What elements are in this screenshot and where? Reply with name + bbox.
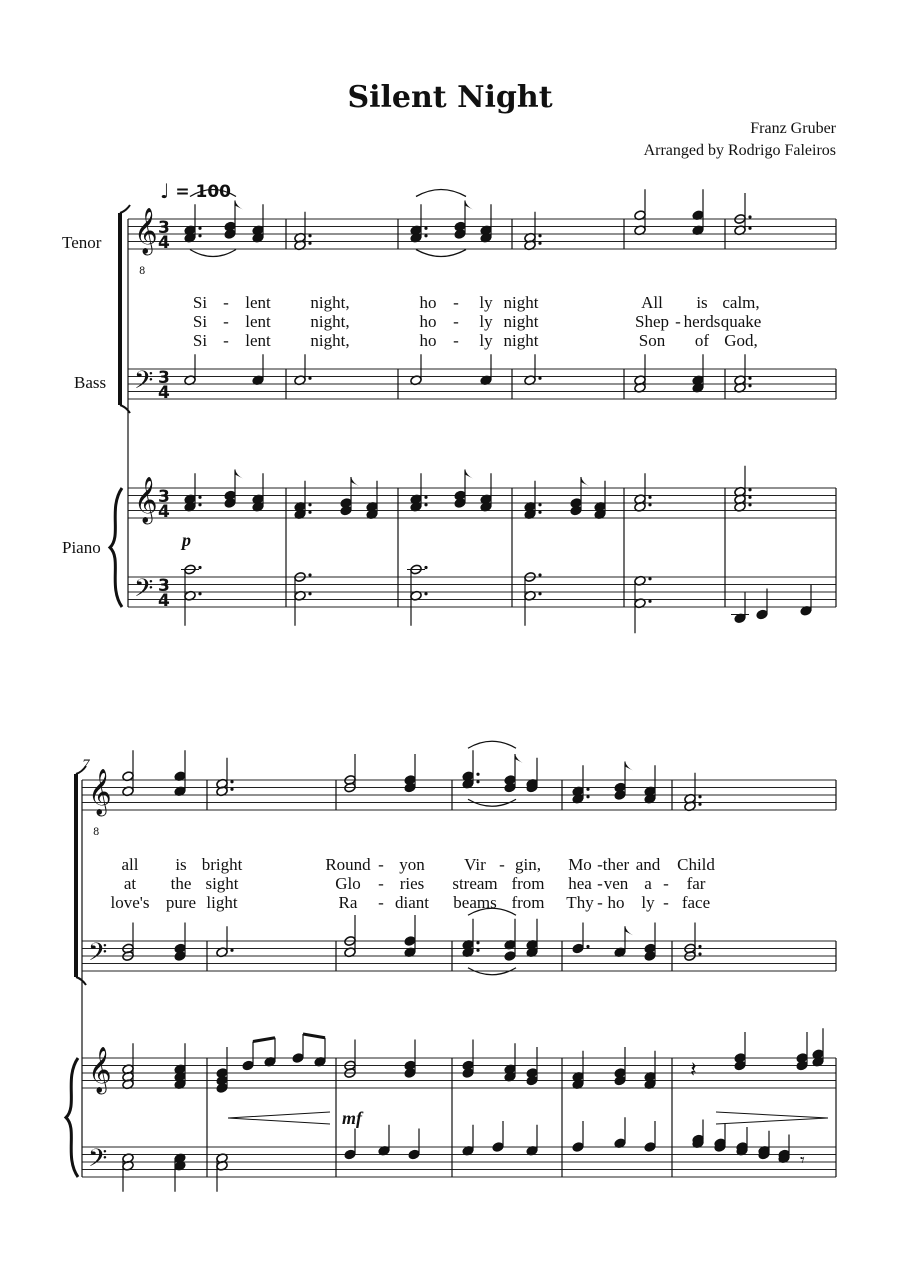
lyric-hyphen: - <box>223 331 229 350</box>
notehead <box>242 1060 254 1071</box>
bass-clef-icon: 𝄢 <box>134 574 154 609</box>
augmentation-dot <box>308 234 311 237</box>
augmentation-dot <box>698 952 701 955</box>
notehead <box>796 1060 808 1071</box>
augmentation-dot <box>424 496 427 499</box>
notehead <box>224 498 236 509</box>
augmentation-dot <box>230 788 233 791</box>
augmentation-dot <box>586 795 589 798</box>
notehead <box>340 505 352 516</box>
lyric-s1-v2-syllable: ly <box>479 312 493 331</box>
augmentation-dot <box>198 592 201 595</box>
lyric-s2-v3-syllable: light <box>206 893 238 912</box>
notehead <box>614 1075 626 1086</box>
lyric-s1-v3-syllable: Si <box>192 331 208 350</box>
lyric-s2-v1-syllable: Vir <box>464 855 486 874</box>
notehead <box>404 1068 416 1079</box>
lyric-s2-v1-syllable: Child <box>677 855 715 874</box>
dynamic-mezzo-forte: mf <box>342 1108 362 1128</box>
augmentation-dot <box>230 780 233 783</box>
bass-clef-icon: 𝄢 <box>88 938 108 973</box>
lyric-s1-v1-syllable: Si <box>192 293 208 312</box>
lyric-s1-v1-syllable: calm, <box>722 293 760 312</box>
quarter-rest-icon: 𝄽 <box>690 1058 697 1083</box>
notehead <box>504 782 516 793</box>
lyric-hyphen: - <box>378 874 384 893</box>
lyric-s2-v1-syllable: yon <box>399 855 425 874</box>
augmentation-dot <box>308 592 311 595</box>
lyric-hyphen: - <box>378 855 384 874</box>
lyric-s1-v2-syllable: Shep <box>635 312 669 331</box>
augmentation-dot <box>476 949 479 952</box>
lyric-s2-v3-syllable: beams <box>453 893 497 912</box>
lyric-s2-v1-syllable: Mo <box>568 855 592 874</box>
augmentation-dot <box>748 496 751 499</box>
lyric-hyphen: - <box>453 293 459 312</box>
lyric-hyphen: - <box>675 312 681 331</box>
time-signature-bottom: 4 <box>158 502 170 522</box>
augmentation-dot <box>476 941 479 944</box>
composer-credit: Franz Gruber <box>750 120 836 137</box>
augmentation-dot <box>476 780 479 783</box>
eighth-rest-icon: 𝄾 <box>800 1149 805 1171</box>
lyric-s2-v1-syllable: Round <box>325 855 371 874</box>
lyric-s2-v3-syllable: diant <box>395 893 429 912</box>
lyric-s2-v1-syllable: all <box>121 855 139 874</box>
notehead <box>504 951 516 962</box>
lyric-s1-v2-syllable: night, <box>310 312 350 331</box>
lyric-s1-v2-syllable: herds <box>683 312 721 331</box>
lyric-s1-v1-syllable: is <box>696 293 708 312</box>
quarter-note-icon: ♩ <box>160 179 170 203</box>
note-flag <box>625 762 633 771</box>
notehead <box>572 1142 584 1153</box>
augmentation-dot <box>748 377 751 380</box>
notehead <box>174 951 186 962</box>
notehead <box>292 1053 304 1064</box>
lyric-s1-v1-syllable: All <box>641 293 663 312</box>
treble-clef-icon: 𝄞 <box>88 769 112 815</box>
augmentation-dot <box>308 503 311 506</box>
dynamic-piano: p <box>182 530 191 550</box>
treble-clef-icon: 𝄞 <box>134 477 158 523</box>
instrument-label-piano: Piano <box>62 538 101 557</box>
augmentation-dot <box>538 377 541 380</box>
bracket-hook <box>76 977 86 985</box>
lyric-s1-v2-syllable: night <box>503 312 539 331</box>
lyric-s2-v2-syllable: hea <box>568 874 592 893</box>
augmentation-dot <box>698 795 701 798</box>
notehead <box>454 498 466 509</box>
lyric-s1-v2-syllable: quake <box>720 312 762 331</box>
notehead <box>344 1149 356 1160</box>
time-signature-bottom: 4 <box>158 591 170 611</box>
augmentation-dot <box>198 234 201 237</box>
note-flag <box>351 477 359 486</box>
crescendo-hairpin <box>228 1112 330 1124</box>
augmentation-dot <box>648 503 651 506</box>
lyric-s1-v1-syllable: ho <box>419 293 437 312</box>
arranger-credit: Arranged by Rodrigo Faleiros <box>643 142 836 159</box>
augmentation-dot <box>424 234 427 237</box>
slur <box>190 250 236 257</box>
augmentation-dot <box>748 227 751 230</box>
lyric-s2-v1-syllable: bright <box>201 855 243 874</box>
augmentation-dot <box>308 377 311 380</box>
augmentation-dot <box>424 566 427 569</box>
augmentation-dot <box>198 503 201 506</box>
note-flag <box>625 926 633 935</box>
lyric-s2-v3-syllable: Thy <box>566 893 594 912</box>
time-signature-bottom: 4 <box>158 383 170 403</box>
lyric-s2-v3-syllable: pure <box>165 893 197 912</box>
note-flag <box>465 201 473 210</box>
lyric-s1-v3-syllable: of <box>694 331 710 350</box>
slur <box>416 190 466 197</box>
augmentation-dot <box>424 592 427 595</box>
lyric-hyphen: - <box>663 874 669 893</box>
notehead <box>644 951 656 962</box>
notehead <box>404 936 416 947</box>
lyric-s2-v3-syllable: love's <box>110 893 150 912</box>
slur <box>468 908 516 915</box>
time-signature-top: 3 <box>158 487 170 507</box>
bracket-hook <box>120 205 130 213</box>
lyric-s1-v3-syllable: Son <box>638 331 666 350</box>
lyric-s1-v1-syllable: ly <box>479 293 493 312</box>
lyric-s1-v3-syllable: God, <box>724 331 758 350</box>
beam <box>303 1034 325 1038</box>
notehead <box>492 1142 504 1153</box>
augmentation-dot <box>698 803 701 806</box>
note-flag <box>581 477 589 486</box>
note-flag <box>515 754 523 763</box>
lyric-hyphen: - <box>453 331 459 350</box>
notehead <box>756 609 768 620</box>
lyric-s2-v1-syllable: and <box>635 855 661 874</box>
augmentation-dot <box>748 215 751 218</box>
lyric-s1-v1-syllable: lent <box>245 293 271 312</box>
notehead <box>526 1075 538 1086</box>
beam <box>253 1038 275 1042</box>
lyric-s2-v1-syllable: gin, <box>515 855 541 874</box>
bass-clef-icon: 𝄢 <box>134 366 154 401</box>
augmentation-dot <box>308 511 311 514</box>
augmentation-dot <box>698 945 701 948</box>
augmentation-dot <box>586 945 589 948</box>
notehead <box>570 505 582 516</box>
note-flag <box>235 201 243 210</box>
lyric-s2-v1-syllable: is <box>175 855 187 874</box>
piano-brace <box>66 1058 78 1177</box>
slur <box>468 741 516 748</box>
lyric-s1-v1-syllable: night, <box>310 293 350 312</box>
augmentation-dot <box>198 496 201 499</box>
slur <box>416 250 466 257</box>
augmentation-dot <box>308 573 311 576</box>
lyric-s1-v3-syllable: ho <box>419 331 437 350</box>
augmentation-dot <box>748 488 751 491</box>
measure-number: 7 <box>82 757 90 773</box>
augmentation-dot <box>476 773 479 776</box>
lyric-s2-v2-syllable: the <box>170 874 192 893</box>
notehead <box>614 790 626 801</box>
note-flag <box>235 470 243 479</box>
lyric-s1-v1-syllable: night <box>503 293 539 312</box>
octave-marker: 8 <box>93 827 100 838</box>
treble-clef-icon: 𝄞 <box>134 208 158 254</box>
lyric-s2-v2-syllable: far <box>686 874 706 893</box>
augmentation-dot <box>538 592 541 595</box>
lyric-hyphen: - <box>453 312 459 331</box>
augmentation-dot <box>538 511 541 514</box>
lyric-s1-v2-syllable: Si <box>192 312 208 331</box>
notehead <box>408 1149 420 1160</box>
time-signature-top: 3 <box>158 576 170 596</box>
bracket-hook <box>76 766 86 774</box>
lyric-s2-v2-syllable: sight <box>205 874 239 893</box>
notehead <box>216 1083 228 1094</box>
augmentation-dot <box>538 503 541 506</box>
lyric-s1-v3-syllable: ly <box>479 331 493 350</box>
augmentation-dot <box>424 227 427 230</box>
notehead <box>734 1060 746 1071</box>
notehead <box>454 229 466 240</box>
lyric-hyphen: - <box>597 874 603 893</box>
lyric-s2-v3-syllable: face <box>681 893 711 912</box>
lyric-s2-v3-syllable: ly <box>641 893 655 912</box>
lyric-s1-v3-syllable: night, <box>310 331 350 350</box>
augmentation-dot <box>748 384 751 387</box>
augmentation-dot <box>648 600 651 603</box>
lyric-hyphen: - <box>663 893 669 912</box>
instrument-label-bass: Bass <box>74 373 107 392</box>
lyric-hyphen: - <box>378 893 384 912</box>
time-signature-top: 3 <box>158 218 170 238</box>
decrescendo-hairpin <box>716 1112 828 1124</box>
lyric-s2-v2-syllable: ries <box>399 874 425 893</box>
augmentation-dot <box>308 242 311 245</box>
lyric-hyphen: - <box>223 293 229 312</box>
lyric-s2-v2-syllable: Glo <box>335 874 361 893</box>
time-signature-top: 3 <box>158 368 170 388</box>
lyric-hyphen: - <box>499 855 505 874</box>
augmentation-dot <box>198 566 201 569</box>
lyric-s2-v3-syllable: Ra <box>338 893 358 912</box>
augmentation-dot <box>748 503 751 506</box>
lyric-s2-v2-syllable: from <box>511 874 545 893</box>
lyric-s2-v1-syllable: ther <box>602 855 630 874</box>
bass-clef-icon: 𝄢 <box>88 1144 108 1179</box>
octave-marker: 8 <box>139 266 146 277</box>
lyric-hyphen: - <box>223 312 229 331</box>
lyric-s2-v3-syllable: from <box>511 893 545 912</box>
lyric-s2-v2-syllable: ven <box>603 874 629 893</box>
augmentation-dot <box>648 577 651 580</box>
notehead <box>572 943 584 954</box>
treble-clef-icon: 𝄞 <box>88 1047 112 1093</box>
augmentation-dot <box>424 503 427 506</box>
lyric-s2-v2-syllable: stream <box>452 874 498 893</box>
augmentation-dot <box>198 227 201 230</box>
lyric-s1-v3-syllable: night <box>503 331 539 350</box>
instrument-label-tenor: Tenor <box>62 233 102 252</box>
lyric-s1-v2-syllable: lent <box>245 312 271 331</box>
score-title: Silent Night <box>347 80 553 115</box>
time-signature-bottom: 4 <box>158 233 170 253</box>
augmentation-dot <box>538 573 541 576</box>
lyric-hyphen: - <box>597 893 603 912</box>
lyric-s1-v2-syllable: ho <box>419 312 437 331</box>
augmentation-dot <box>648 496 651 499</box>
augmentation-dot <box>538 242 541 245</box>
notehead <box>462 1068 474 1079</box>
piano-brace <box>110 488 122 607</box>
lyric-hyphen: - <box>597 855 603 874</box>
augmentation-dot <box>230 949 233 952</box>
lyric-s2-v3-syllable: ho <box>607 893 625 912</box>
lyric-s2-v2-syllable: a <box>644 874 652 893</box>
notehead <box>224 229 236 240</box>
tempo-value: = 100 <box>175 182 232 202</box>
lyric-s1-v3-syllable: lent <box>245 331 271 350</box>
notehead <box>644 1142 656 1153</box>
slur <box>190 190 236 197</box>
augmentation-dot <box>586 788 589 791</box>
note-flag <box>465 470 473 479</box>
lyric-s2-v2-syllable: at <box>123 874 137 893</box>
notehead <box>404 782 416 793</box>
augmentation-dot <box>538 234 541 237</box>
